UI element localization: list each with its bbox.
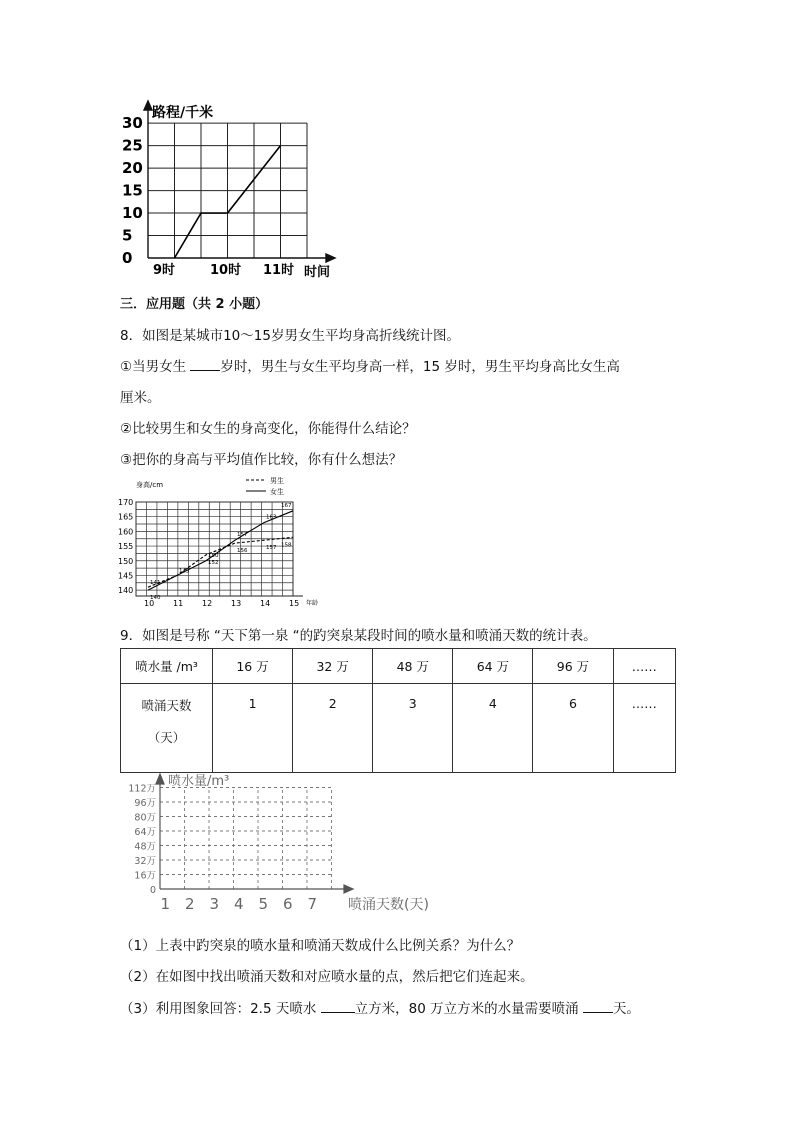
chart3-x-tick: 5 (258, 895, 269, 913)
chart2-y-tick: 145 (118, 571, 134, 581)
chart2-legend (246, 476, 284, 496)
answer-blank[interactable] (321, 1000, 355, 1013)
section-title: 三．应用题（共 2 小题） (120, 297, 269, 312)
table-cell: 48 万 (373, 649, 453, 684)
chart1-y-tick: 30 (122, 114, 143, 133)
table-cell: 96 万 (533, 649, 613, 684)
table-cell: 64 万 (453, 649, 533, 684)
table-cell: 4 (453, 684, 533, 773)
chart2-data-label: 140 (150, 595, 161, 602)
table-cell: …… (613, 649, 675, 684)
chart3-x-title: 喷涌天数(天) (348, 897, 429, 913)
table-row-volume (121, 649, 676, 684)
chart1-grid (148, 123, 307, 258)
distance-time-chart (110, 98, 350, 288)
chart2-y-tick: 140 (118, 586, 134, 596)
table-cell: 3 (373, 684, 453, 773)
chart2-y-title: 身高/cm (136, 481, 164, 489)
chart3-y-tick: 16万 (134, 870, 156, 882)
chart1-y-tick: 10 (122, 204, 143, 223)
chart2-x-tick: 10 (144, 599, 155, 608)
chart2-x-title: 年龄 (306, 600, 319, 607)
table-header-volume: 喷水量 /m³ (121, 649, 213, 684)
q8-part2: ②比较男生和女生的身高变化，你能得什么结论？ (120, 421, 416, 437)
chart1-y-tick: 20 (122, 159, 143, 178)
chart3-y-tick: 32万 (134, 856, 156, 867)
chart2-x-tick: 15 (289, 599, 300, 608)
chart1-y-tick: 5 (122, 226, 133, 245)
chart2-data-label: 167 (281, 502, 292, 509)
chart2-y-tick: 160 (118, 527, 134, 537)
q9-sub2: （2）在如图中找出喷涌天数和对应喷水量的点，然后把它们连起来。 (120, 969, 534, 985)
chart3-x-tick: 6 (283, 895, 293, 913)
chart2-data-label: 141 (150, 580, 161, 587)
chart2-y-tick: 150 (118, 556, 134, 566)
q9-data-table (120, 648, 676, 773)
table-cell: 6 (533, 684, 613, 773)
q8-stem: 8．如图是某城市10～15岁男女生平均身高折线统计图。 (120, 328, 460, 344)
chart2-data-label: 157 (266, 545, 277, 552)
chart3-y-arrow (156, 774, 164, 784)
chart3-y-tick: 96万 (134, 798, 156, 809)
legend-boys: 男生 (270, 477, 284, 485)
chart2-data-label: 145 (179, 568, 190, 575)
chart2-x-tick: 13 (231, 599, 242, 608)
table-row-days (121, 684, 676, 773)
chart3-x-arrow (344, 885, 353, 893)
q8-part1-cont: 厘米。 (120, 390, 161, 406)
chart2-data-label: 163 (266, 514, 277, 521)
chart2-data-label: 158 (281, 542, 292, 549)
chart3-y-tick: 80万 (134, 812, 156, 824)
chart1-x-tick: 11时 (263, 263, 295, 278)
table-cell: 16 万 (213, 649, 293, 684)
answer-blank[interactable] (190, 358, 220, 371)
chart1-x-arrow (326, 254, 335, 262)
chart2-data-label: 157 (237, 532, 248, 539)
chart1-x-tick: 10时 (210, 263, 242, 278)
chart1-y-tick: 0 (122, 249, 133, 267)
chart1-x-tick: 9时 (153, 263, 176, 278)
chart2-x-tick: 14 (260, 599, 271, 608)
chart2-x-tick: 11 (173, 599, 184, 608)
chart2-y-tick: 155 (118, 542, 134, 552)
q8-part3: ③把你的身高与平均值作比较，你有什么想法？ (120, 452, 403, 468)
chart1-y-title: 路程/千米 (152, 105, 214, 121)
chart3-x-tick: 7 (307, 895, 318, 913)
height-age-chart (116, 474, 336, 614)
table-cell: 2 (293, 684, 373, 773)
chart1-x-title: 时间 (304, 265, 331, 280)
q9-stem: 9．如图是号称 “天下第一泉 “的趵突泉某段时间的喷水量和喷涌天数的统计表。 (120, 628, 597, 644)
chart3-x-tick: 2 (185, 895, 195, 913)
chart2-data-label: 150 (208, 552, 219, 559)
chart2-y-tick: 165 (118, 512, 134, 522)
q8-part1: ①当男女生 岁时，男生与女生平均身高一样，15 岁时，男生平均身高比女生高 (120, 359, 620, 375)
chart3-y-title: 喷水量/m³ (168, 774, 230, 789)
chart2-y-tick: 170 (118, 498, 134, 507)
table-header-days: 喷涌天数 （天） (121, 684, 213, 773)
chart2-data-label: 156 (237, 548, 248, 555)
chart1-y-tick: 25 (122, 136, 143, 155)
chart3-y-tick: 64万 (134, 827, 156, 838)
table-cell: …… (613, 684, 675, 773)
table-cell: 32 万 (293, 649, 373, 684)
q9-sub1: （1）上表中趵突泉的喷水量和喷涌天数成什么比例关系？为什么？ (120, 938, 521, 954)
water-volume-chart (112, 768, 472, 918)
chart3-y-tick: 0 (149, 885, 156, 896)
chart1-y-arrow (144, 101, 152, 110)
chart3-x-tick: 4 (234, 895, 244, 913)
answer-blank[interactable] (583, 1000, 613, 1013)
chart2-data-label: 152 (208, 559, 219, 566)
chart3-y-tick: 112万 (128, 783, 156, 795)
chart3-y-tick: 48万 (134, 841, 156, 853)
chart1-y-tick: 15 (122, 181, 143, 200)
table-cell: 1 (213, 684, 293, 773)
chart3-x-tick: 3 (209, 895, 220, 913)
legend-girls: 女生 (270, 488, 284, 496)
chart2-x-tick: 12 (202, 599, 213, 608)
chart3-x-tick: 1 (160, 895, 171, 913)
q9-sub3: （3）利用图象回答：2.5 天喷水 立方米，80 万立方米的水量需要喷涌 天。 (120, 1001, 640, 1017)
